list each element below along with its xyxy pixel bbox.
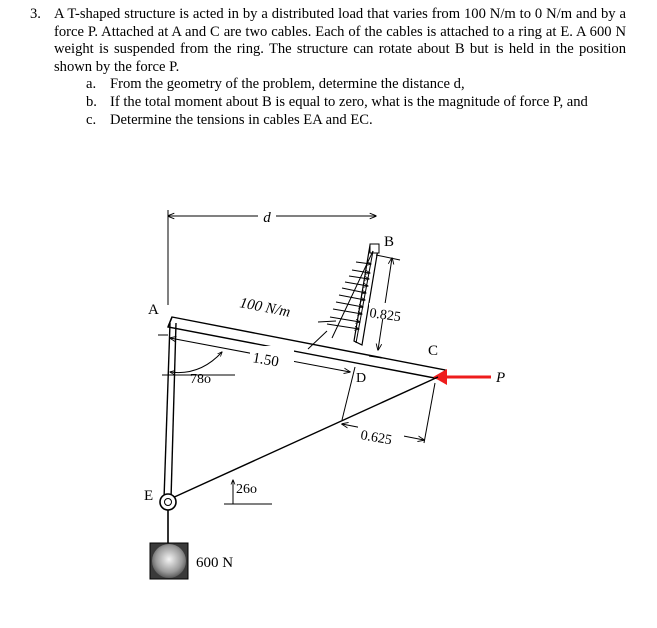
dimension-0825 [368, 255, 415, 358]
dimension-0625 [342, 383, 435, 448]
label-E: E [144, 488, 154, 504]
cable-ea [158, 323, 176, 499]
part-letter: b. [86, 93, 97, 110]
part-text: From the geometry of the problem, determine the distance d, [110, 76, 465, 93]
label-load: 100 N/m [238, 295, 292, 321]
angle-26 [224, 480, 272, 504]
part-letter: a. [86, 76, 97, 93]
label-C: C [428, 343, 439, 359]
dimension-d [168, 208, 376, 305]
label-26: 26o [236, 482, 257, 497]
label-78: 78o [190, 372, 211, 387]
part-text: Determine the tensions in cables EA and EC. [110, 111, 373, 128]
label-B: B [384, 234, 395, 250]
label-weight: 600 N [196, 555, 234, 571]
vertical-member-b [354, 244, 379, 345]
ring-e [160, 494, 176, 543]
label-P: P [496, 370, 506, 386]
part-text: If the total moment about B is equal to zero, what is the magnitude of force P, and [110, 93, 588, 110]
angle-78 [162, 352, 235, 387]
label-D: D [356, 371, 367, 386]
label-A: A [148, 302, 159, 318]
label-150: 1.50 [251, 350, 280, 371]
problem-text: A T-shaped structure is acted in by a distributed load that varies from 100 N/m to 0 N/m and by a force P. Attached at A and C are two cables. Each of the cables is attached to a ring at E. A 600 N weight is suspended from the ring. The structure can rotate about B but is held in the position shown by the force P. [54, 6, 626, 75]
label-0625: 0.625 [359, 428, 393, 449]
label-d: d [263, 210, 271, 226]
part-letter: c. [86, 111, 97, 128]
weight-block [150, 543, 188, 579]
problem-number: 3. [30, 6, 41, 22]
horizontal-beam [168, 317, 445, 380]
label-0825: 0.825 [368, 306, 402, 326]
